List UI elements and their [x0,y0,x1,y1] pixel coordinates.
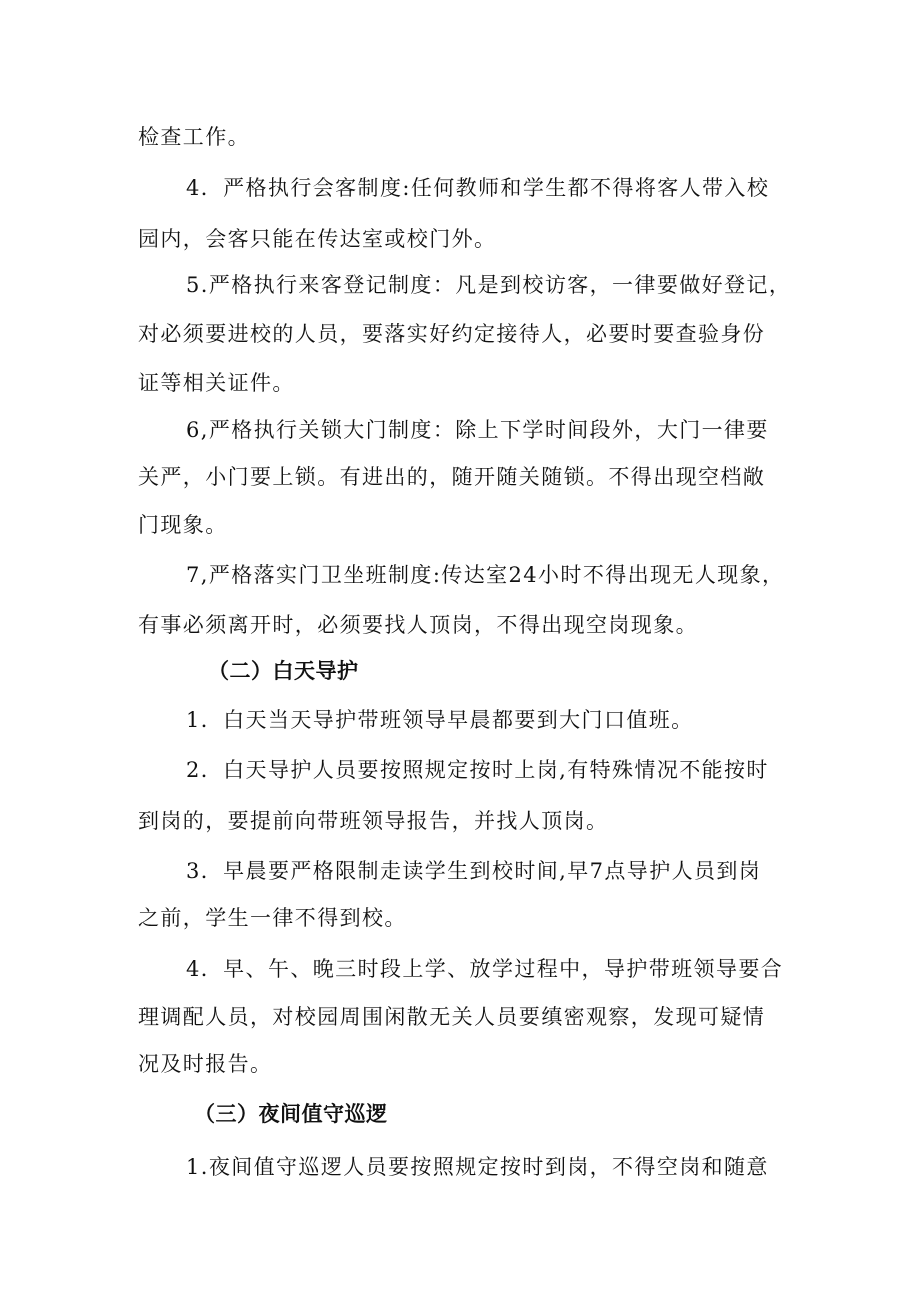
text-line-20: 况及时报告。 [138,1052,273,1076]
text-line-4: 5.严格执行来客登记制度：凡是到校访客，一律要做好登记， [186,273,792,297]
text-line-16: 3．早晨要严格限制走读学生到校时间,早7点导护人员到岗 [186,859,762,883]
section-heading-daytime-escort: （二）白天导护 [208,659,359,683]
text-line-7: 6,严格执行关锁大门制度：除上下学时间段外，大门一律要 [186,418,769,442]
text-line-11: 有事必须离开时，必须要找人顶岗，不得出现空岗现象。 [138,613,698,637]
text-line-8: 关严，小门要上锁。有进出的，随开随关随锁。不得出现空档敞 [138,465,766,489]
text-line-18: 4．早、午、晚三时段上学、放学过程中，导护带班领导要合 [186,957,784,981]
text-line-14: 2．白天导护人员要按照规定按时上岗,有特殊情况不能按时 [186,758,769,782]
text-line-3: 园内，会客只能在传达室或校门外。 [138,227,497,251]
section-heading-night-patrol: （三）夜间值守巡逻 [194,1102,388,1126]
text-line-10: 7,严格落实门卫坐班制度:传达室24小时不得出现无人现象， [186,563,785,587]
text-line-9: 门现象。 [138,513,228,537]
text-line-22: 1.夜间值守巡逻人员要按照规定按时到岗，不得空岗和随意 [186,1155,769,1179]
text-line-5: 对必须要进校的人员，要落实好约定接待人，必要时要查验身份 [138,322,766,346]
text-line-13: 1．白天当天导护带班领导早晨都要到大门口值班。 [186,708,694,732]
text-line-17: 之前，学生一律不得到校。 [138,906,407,930]
text-line-6: 证等相关证件。 [138,371,295,395]
text-line-1: 检查工作。 [138,125,250,149]
text-line-2: 4．严格执行会客制度:任何教师和学生都不得将客人带入校 [186,176,770,200]
text-line-19: 理调配人员，对校园周围闲散无关人员要缜密观察，发现可疑情 [138,1005,766,1029]
text-line-15: 到岗的，要提前向带班领导报告，并找人顶岗。 [138,809,609,833]
